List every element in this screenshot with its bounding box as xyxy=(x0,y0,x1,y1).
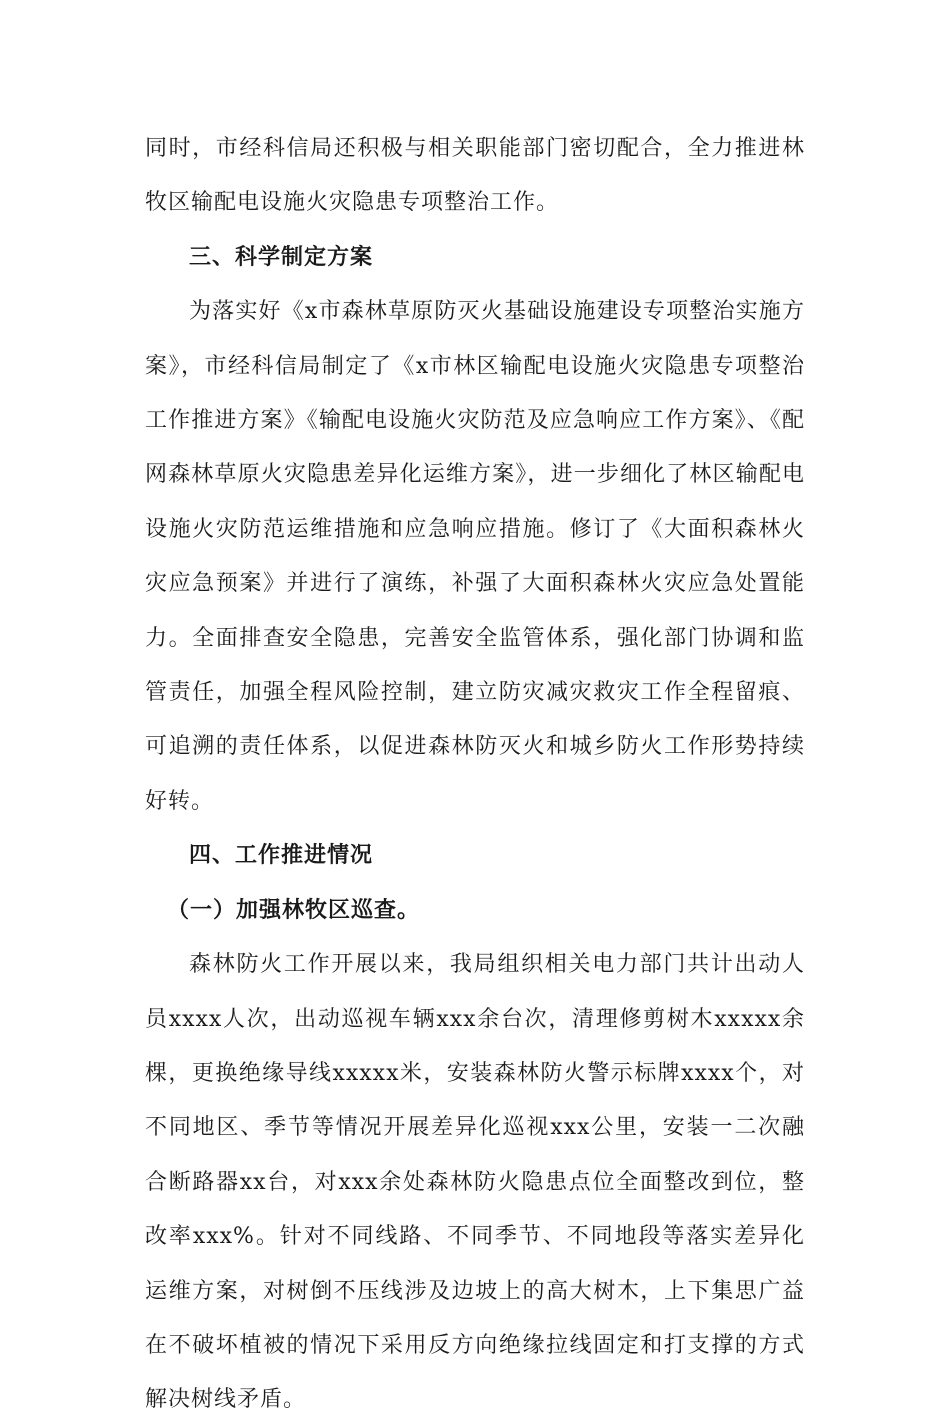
document-body xyxy=(145,122,805,1428)
paragraph-patrol: 森林防火工作开展以来，我局组织相关电力部门共计出动人员xxxx人次，出动巡视车辆xxx余台次，清理修剪树木xxxxx余棵，更换绝缘导线xxxxx米，安装森林防火警示标牌xxxx个，对不同地区、季节等情况开展差异化巡视xxx公里，安装一二次融合断路器xx台，对xxx余处森林防火隐患点位全面整改到位，整改率xxx%。针对不同线路、不同季节、不同地段等落实差异化运维方案，对树倒不压线涉及边坡上的高大树木，上下集思广益在不破坏植被的情况下采用反方向绝缘拉线固定和打支撑的方式解决树线矛盾。 xyxy=(145,952,805,1413)
subsection-heading-4-1: （一）加强林牧区巡查。 xyxy=(167,897,421,923)
section-heading-3: 三、科学制定方案 xyxy=(189,244,374,270)
paragraph-plan: 为落实好《x市森林草原防灭火基础设施建设专项整治实施方案》，市经科信局制定了《x市林区输配电设施火灾隐患专项整治工作推进方案》《输配电设施火灾防范及应急响应工作方案》、《配网森林草原火灾隐患差异化运维方案》，进一步细化了林区输配电设施火灾防范运维措施和应急响应措施。修订了《大面积森林火灾应急预案》并进行了演练，补强了大面积森林火灾应急处置能力。全面排查安全隐患，完善安全监管体系，强化部门协调和监管责任，加强全程风险控制，建立防灾减灾救灾工作全程留痕、可追溯的责任体系，以促进森林防灭火和城乡防火工作形势持续好转。 xyxy=(145,299,805,814)
section-heading-4: 四、工作推进情况 xyxy=(189,843,374,869)
paragraph-continuation: 同时，市经科信局还积极与相关职能部门密切配合，全力推进林牧区输配电设施火灾隐患专项整治工作。 xyxy=(145,136,805,216)
